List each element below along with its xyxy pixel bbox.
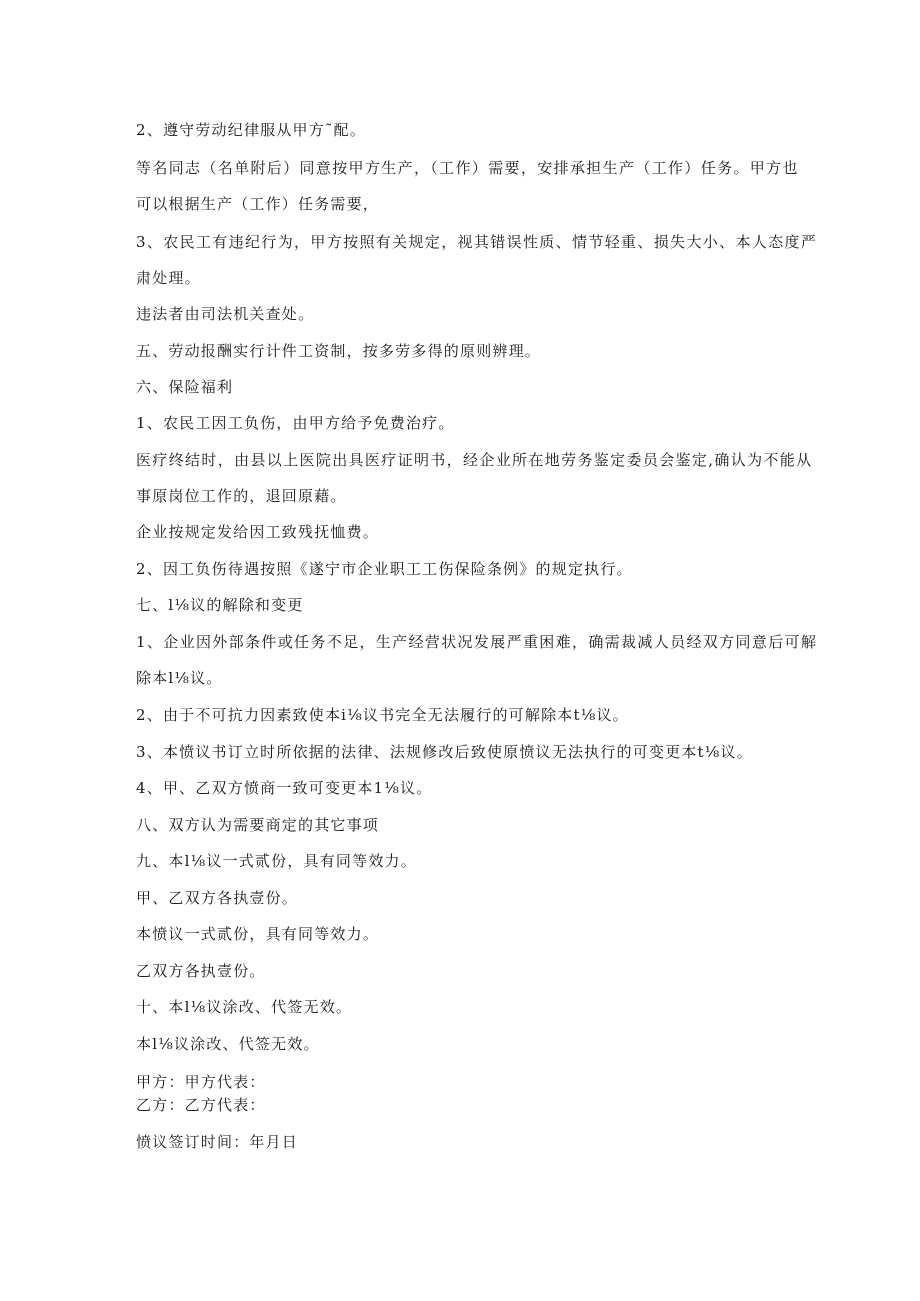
party-a-signature-line: 甲方：甲方代表：: [136, 1073, 266, 1091]
party-b-signature-line: 乙方：乙方代表：: [136, 1096, 266, 1114]
section-6-heading: 六、保险福利: [136, 378, 234, 396]
paragraph-line: 等名同志（名单附后）同意按甲方生产，（工作）需要，安排承担生产（工作）任务。甲方也: [136, 159, 799, 177]
clause-2-injury-treatment: 2、因工负伤待遇按照《遂宁市企业职工工伤保险条例》的规定执行。: [136, 560, 633, 578]
paragraph-line: 可以根据生产（工作）任务需要，: [136, 195, 380, 213]
paragraph-line: 甲、乙双方各执壹份。: [136, 889, 299, 907]
section-8-heading: 八、双方认为需要商定的其它事项: [136, 816, 380, 834]
paragraph-line: 企业按规定发给因工致残抚恤费。: [136, 523, 380, 541]
paragraph-line: 医疗终结时，由县以上医院出具医疗证明书，经企业所在地劳务鉴定委员会鉴定,确认为不能从: [136, 451, 813, 469]
section-9-heading: 九、本l⅛议一式贰份，具有同等效力。: [136, 852, 417, 870]
clause-1-termination: 1、企业因外部条件或任务不足，生产经营状况发展严重困难，确需裁减人员经双方同意后可解: [136, 633, 818, 651]
signing-date-line: 愤议签订时间：年月日: [136, 1133, 299, 1151]
paragraph-line: 事原岗位工作的，退回原藉。: [136, 487, 347, 505]
paragraph-line: 乙双方各执壹份。: [136, 962, 266, 980]
paragraph-line: 除本l⅛议。: [136, 669, 223, 687]
clause-4-mutual-change: 4、甲、乙双方愤商一致可变更本1⅛议。: [136, 779, 433, 797]
clause-3-violation: 3、农民工有违纪行为，甲方按照有关规定，视其错误性质、情节轻重、损失大小、本人态度严: [136, 233, 818, 251]
clause-3-law-change: 3、本愤议书订立时所依据的法律、法规修改后致使原愤议无法执行的可变更本t⅛议。: [136, 743, 753, 761]
clause-2-discipline: 2、遵守劳动纪律服从甲方˜配。: [136, 121, 367, 139]
section-5-heading: 五、劳动报酬实行计件工资制，按多劳多得的原则辨理。: [136, 342, 542, 360]
clause-2-force-majeure: 2、由于不可抗力因素致使本i⅛议书完全无法履行的可解除本t⅛议。: [136, 706, 629, 724]
paragraph-line: 肃处理。: [136, 269, 201, 287]
section-10-heading: 十、本l⅛议涂改、代签无效。: [136, 998, 353, 1016]
paragraph-line: 本愤议一式贰份，具有同等效力。: [136, 925, 380, 943]
paragraph-line: 本l⅛议涂改、代签无效。: [136, 1035, 320, 1053]
clause-1-injury: 1、农民工因工负伤，由甲方给予免费治疗。: [136, 414, 455, 432]
paragraph-line: 违法者由司法机关查处。: [136, 305, 315, 323]
section-7-heading: 七、l⅛议的解除和变更: [136, 596, 304, 614]
